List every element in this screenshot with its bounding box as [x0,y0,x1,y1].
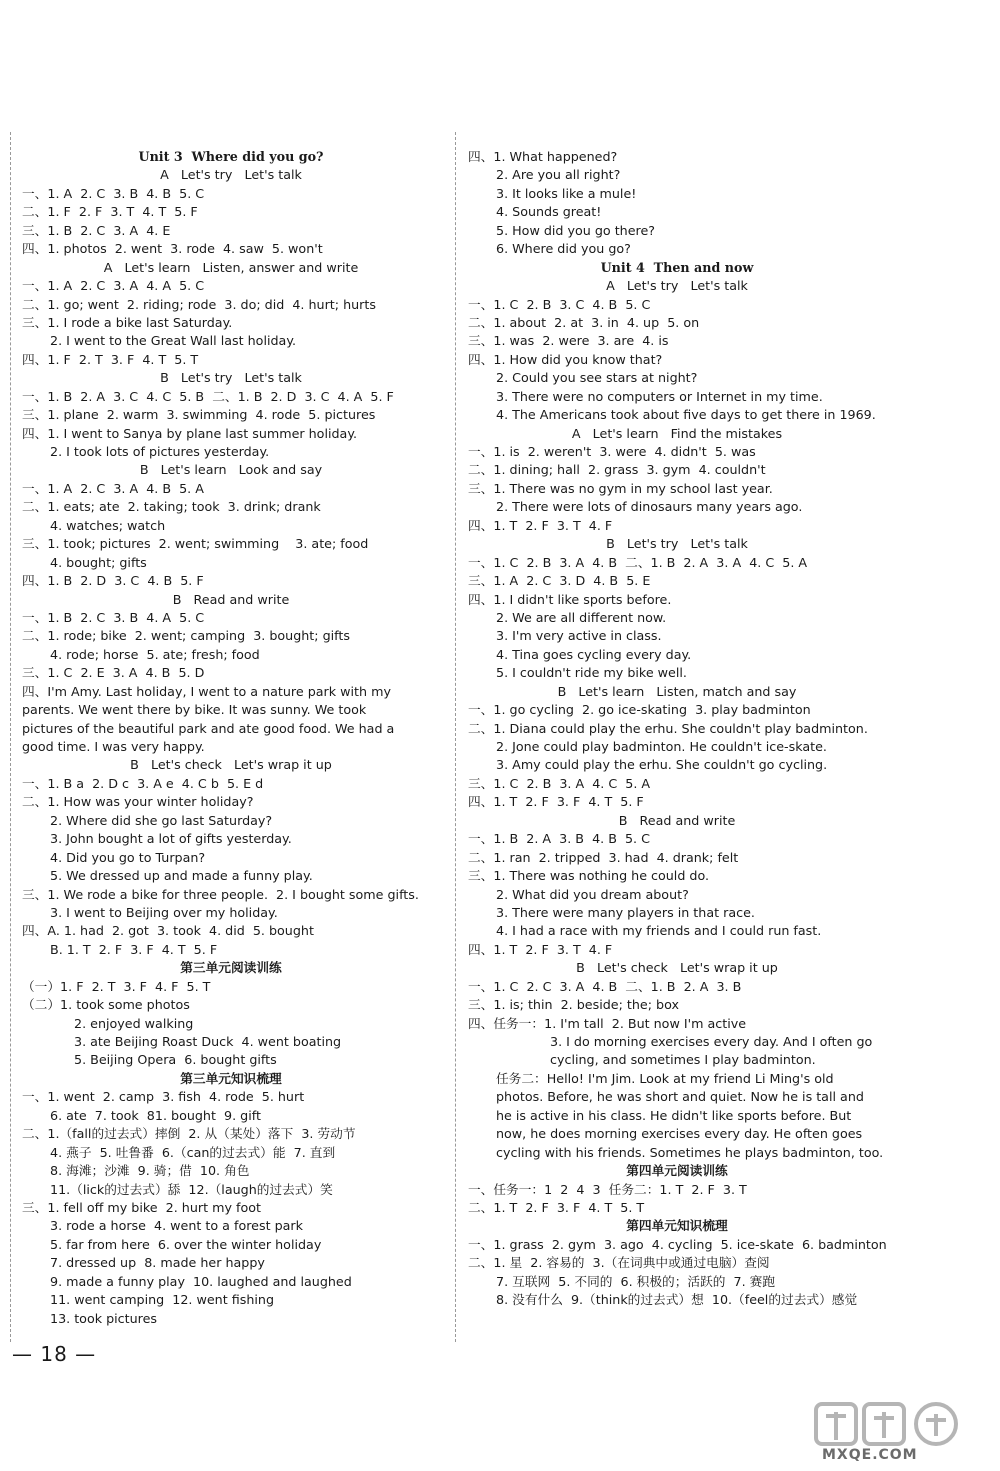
answer-line: 三、1. There was nothing he could do. [468,868,710,884]
section-subtitle: B Read and write [172,591,290,607]
answer-line: 四、1. I didn't like sports before. [468,591,672,607]
answer-line: 7. dressed up 8. made her happy [50,1255,265,1271]
section-title: Unit 3 Where did you go? [138,149,324,164]
section-title: 第四单元阅读训练 [626,1163,728,1179]
answer-line: 二、1.（fall的过去式）摔倒 2. 从（某处）落下 3. 劳动节 [22,1126,356,1142]
answer-line: 6. Where did you go? [496,241,631,257]
answer-line: 一、任务一：1 2 4 3 任务二：1. T 2. F 3. T [468,1181,747,1197]
answer-line: 三、1. is; thin 2. beside; the; box [468,997,679,1013]
answer-line: 2. Are you all right? [496,167,621,183]
answer-line: 三、1. I rode a bike last Saturday. [22,314,233,330]
answer-line: 一、1. B 2. A 3. C 4. C 5. B 二、1. B 2. D 3. C 4. A 5. F [22,388,394,404]
answer-line: 4. bought; gifts [50,554,147,570]
answer-line: 一、1. C 2. B 3. A 4. B 二、1. B 2. A 3. A 4. C 5. A [468,554,808,570]
answer-line: 四、A. 1. had 2. got 3. took 4. did 5. bought [22,923,314,939]
answer-line: parents. We went there by bike. It was sunny. We took [22,702,367,718]
answer-line: 四、任务一：1. I'm tall 2. But now I'm active [468,1015,747,1031]
answer-line: 4. I had a race with my friends and I could run fast. [496,923,822,939]
answer-line: 3. John bought a lot of gifts yesterday. [50,831,292,847]
answer-line: 4. The Americans took about five days to get there in 1969. [496,407,876,423]
section-subtitle: B Let's learn Listen, match and say [557,683,797,699]
section-title: Unit 4 Then and now [600,259,754,275]
answer-line: 四、1. What happened? [468,149,618,164]
column-divider-right [455,132,456,1342]
answer-line: cycling, and sometimes I play badminton. [550,1052,816,1068]
answer-line: B. 1. T 2. F 3. F 4. T 5. F [50,941,218,957]
section-title: 第三单元知识梳理 [180,1070,282,1086]
answer-line: 二、1. about 2. at 3. in 4. up 5. on [468,314,700,330]
answer-line: 3. I'm very active in class. [496,628,662,644]
answer-line: 二、1. How was your winter holiday? [22,794,254,810]
answer-line: 一、1. is 2. weren't 3. were 4. didn't 5. was [468,444,756,459]
answer-line: pictures of the beautiful park and ate good food. We had a [22,720,395,736]
answer-line: 3. There were no computers or Internet in my time. [496,388,823,404]
answer-line: 三、1. We rode a bike for three people. 2. I bought some gifts. [22,886,419,902]
section-subtitle: B Let's try Let's talk [160,370,302,386]
answer-line: 9. made a funny play 10. laughed and laughed [50,1273,352,1289]
answer-line: 4. watches; watch [50,517,166,533]
answer-line: 四、1. T 2. F 3. T 4. F [468,941,613,957]
answer-line: 3. ate Beijing Roast Duck 4. went boating [74,1034,342,1049]
section-subtitle: B Read and write [618,812,736,828]
section-title: 第三单元阅读训练 [180,960,282,976]
answer-line: 5. We dressed up and made a funny play. [50,868,313,884]
answer-line: now, he does morning exercises every day. He often goes [496,1126,863,1142]
answer-line: 4. 燕子 5. 吐鲁番 6.（can的过去式）能 7. 直到 [50,1144,336,1160]
answer-line: 4. Tina goes cycling every day. [496,646,692,662]
answer-line: 二、1. ran 2. tripped 3. had 4. drank; felt [468,849,739,865]
watermark-url: MXQE.COM [822,1447,918,1463]
section-title: 第四单元知识梳理 [626,1218,728,1234]
answer-line: 三、1. C 2. E 3. A 4. B 5. D [22,665,205,681]
section-subtitle: B Let's check Let's wrap it up [130,757,332,773]
answer-line: he is active in his class. He didn't like sports before. But [496,1107,852,1123]
section-subtitle: A Let's try Let's talk [160,167,302,183]
answer-line: （二）1. took some photos [22,997,190,1013]
answer-line: 二、1. rode; bike 2. went; camping 3. bought; gifts [22,628,350,644]
answer-line: 8. 没有什么 9.（think的过去式）想 10.（feel的过去式）感觉 [496,1292,858,1308]
answer-line: 三、1. There was no gym in my school last year. [468,480,773,496]
answer-line: 2. There were lots of dinosaurs many years ago. [496,499,803,515]
answer-line: 一、1. B a 2. D c 3. A e 4. C b 5. E d [22,775,264,791]
answer-line: 一、1. C 2. C 3. A 4. B 二、1. B 2. A 3. B [468,978,742,994]
answer-line: 3. rode a horse 4. went to a forest park [50,1218,303,1234]
answer-line: 一、1. grass 2. gym 3. ago 4. cycling 5. ice-skate 6. badminton [468,1236,887,1252]
answer-line: 三、1. C 2. B 3. A 4. C 5. A [468,775,651,791]
answer-line: 三、1. B 2. C 3. A 4. E [22,222,171,238]
answer-line: 三、1. fell off my bike 2. hurt my foot [22,1199,261,1215]
answer-line: 5. How did you go there? [496,222,656,238]
column-divider-left [10,132,11,1342]
answer-line: 2. I took lots of pictures yesterday. [50,444,270,459]
answer-line: 3. There were many players in that race. [496,904,755,920]
answer-line: 四、I'm Amy. Last holiday, I went to a nature park with my [22,683,391,699]
answer-line: 4. Did you go to Turpan? [50,849,206,865]
answer-line: 二、1. 星 2. 容易的 3.（在词典中或通过电脑）查阅 [468,1255,770,1271]
answer-line: 三、1. A 2. C 3. D 4. B 5. E [468,573,651,589]
answer-line: 5. I couldn't ride my bike well. [496,665,687,681]
answer-line: 3. I do morning exercises every day. And I often go [550,1034,873,1049]
answer-line: 2. I went to the Great Wall last holiday. [50,333,297,349]
answer-line: 一、1. went 2. camp 3. fish 4. rode 5. hurt [22,1089,305,1105]
answer-line: 3. Amy could play the erhu. She couldn't go cycling. [496,757,828,773]
answer-line: 5. far from here 6. over the winter holiday [50,1236,322,1252]
answer-line: 三、1. took; pictures 2. went; swimming 3. ate; food [22,536,369,552]
answer-line: 11.（lick的过去式）舔 12.（laugh的过去式）笑 [50,1181,333,1197]
section-subtitle: B Let's try Let's talk [606,536,748,552]
answer-line: 2. We are all different now. [496,609,667,625]
page-number: — 18 — [12,1342,97,1366]
answer-line: 四、1. How did you know that? [468,351,663,367]
answer-line: 二、1. dining; hall 2. grass 3. gym 4. couldn't [468,462,766,478]
answer-line: 一、1. A 2. C 3. A 4. B 5. A [22,480,204,496]
section-subtitle: A Let's learn Find the mistakes [571,425,783,441]
answer-line: 3. I went to Beijing over my holiday. [50,904,278,920]
answer-line: 四、1. I went to Sanya by plane last summer holiday. [22,425,358,441]
section-subtitle: A Let's try Let's talk [606,278,748,294]
answer-line: 5. Beijing Opera 6. bought gifts [74,1052,277,1068]
answer-line: 一、1. B 2. C 3. B 4. A 5. C [22,609,205,625]
answer-line: 4. Sounds great! [496,204,602,220]
answer-line: 3. It looks like a mule! [496,185,637,201]
answer-line: 13. took pictures [50,1310,158,1326]
answer-line: 2. Jone could play badminton. He couldn't ice-skate. [496,739,827,754]
answer-line: good time. I was very happy. [22,739,205,754]
answer-line: 四、1. B 2. D 3. C 4. B 5. F [22,573,204,589]
answer-line: 二、1. F 2. F 3. T 4. T 5. F [22,204,198,220]
answer-line: 2. enjoyed walking [74,1015,194,1031]
answer-line: 一、1. A 2. C 3. B 4. B 5. C [22,185,205,201]
section-subtitle: A Let's learn Listen, answer and write [103,259,359,275]
answer-line: 二、1. T 2. F 3. F 4. T 5. T [468,1199,645,1215]
answer-line: 四、1. F 2. T 3. F 4. T 5. T [22,351,199,367]
answer-line: 11. went camping 12. went fishing [50,1292,274,1308]
section-subtitle: B Let's learn Look and say [139,462,323,478]
answer-line: photos. Before, he was short and quiet. Now he is tall and [496,1089,864,1105]
answer-line: cycling with his friends. Sometimes he plays badminton, too. [496,1144,884,1160]
answer-line: 8. 海滩；沙滩 9. 骑；借 10. 角色 [50,1163,250,1179]
answer-line: 一、1. C 2. B 3. C 4. B 5. C [468,296,651,312]
answer-column-left [22,148,440,1328]
answer-line: （一）1. F 2. T 3. F 4. F 5. T [22,978,211,994]
answer-line: 2. Where did she go last Saturday? [50,812,273,828]
answer-line: 一、1. B 2. A 3. B 4. B 5. C [468,831,650,847]
answer-line: 4. rode; horse 5. ate; fresh; food [50,646,260,662]
answer-line: 2. What did you dream about? [496,886,689,902]
answer-line: 四、1. T 2. F 3. T 4. F [468,517,613,533]
section-subtitle: B Let's check Let's wrap it up [576,960,778,976]
answer-line: 7. 互联网 5. 不同的 6. 积极的；活跃的 7. 赛跑 [496,1273,776,1289]
answer-line: 四、1. photos 2. went 3. rode 4. saw 5. won't [22,241,323,257]
answer-line: 二、1. go; went 2. riding; rode 3. do; did 4. hurt; hurts [22,296,376,312]
answer-column-right [468,148,886,1310]
answer-line: 2. Could you see stars at night? [496,370,698,386]
answer-line: 四、1. T 2. F 3. F 4. T 5. F [468,794,644,810]
answer-line: 二、1. eats; ate 2. taking; took 3. drink; drank [22,499,321,515]
answer-line: 三、1. was 2. were 3. are 4. is [468,333,669,349]
answer-line: 一、1. go cycling 2. go ice-skating 3. play badminton [468,702,811,718]
answer-line: 三、1. plane 2. warm 3. swimming 4. rode 5. pictures [22,407,376,423]
answer-line: 6. ate 7. took 81. bought 9. gift [50,1107,261,1123]
answer-line: 任务二：Hello! I'm Jim. Look at my friend Li Ming's old [496,1070,834,1086]
answer-line: 一、1. A 2. C 3. A 4. A 5. C [22,278,205,294]
answer-line: 二、1. Diana could play the erhu. She couldn't play badminton. [468,720,868,736]
